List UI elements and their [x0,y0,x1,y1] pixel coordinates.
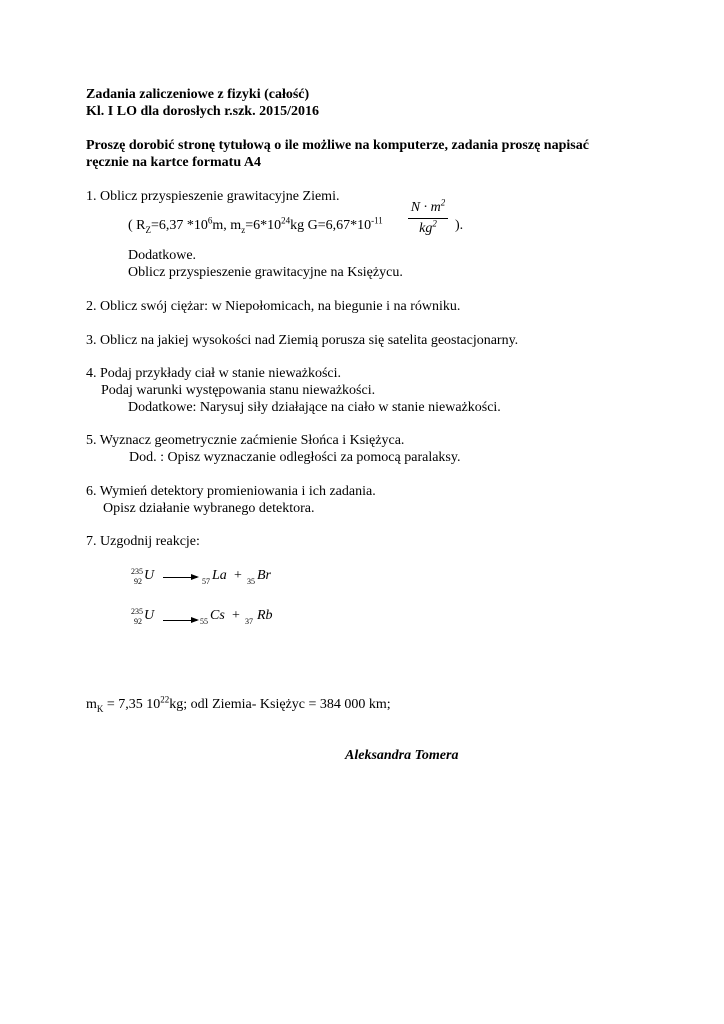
mz-value: =6*10 [245,218,282,233]
mk-exponent: 22 [160,694,170,705]
product-2-symbol: Rb [257,608,273,623]
uranium-mass-number: 235 [131,607,143,616]
plus-sign: + [232,608,240,623]
fraction-numerator: $N \cdot m^2$ [410,197,446,215]
instruction-line-1: Proszę dorobić stronę tytułową o ile możliwe na komputerze, zadania proszę napisać [86,138,589,153]
task-4-line-3: Dodatkowe: Narysuj siły działające na ciało w stanie nieważkości. [128,400,501,415]
distance-text: kg; odl Ziemia- Księżyc = 384 000 km; [169,697,391,712]
mk-symbol: m [86,697,97,712]
plus-sign: + [234,568,242,583]
mz-unit: kg G=6,67*10 [290,218,372,233]
product-1-symbol: Cs [210,608,225,623]
doc-subtitle: Kl. I LO dla dorosłych r.szk. 2015/2016 [86,104,319,119]
fraction-bar [408,218,448,219]
mk-value: = 7,35 10 [103,697,161,712]
reaction-arrow-icon [163,577,197,578]
product-1-atomic-number: 57 [202,577,210,586]
uranium-symbol: U [144,608,155,623]
task-4: 4. Podaj przykłady ciał w stanie nieważkości. [86,366,342,381]
task-7: 7. Uzgodnij reakcje: [86,534,200,549]
mz-subscript: z [241,224,246,235]
author-signature: Aleksandra Tomera [345,748,459,763]
rz-subscript: Z [145,224,151,235]
uranium-atomic-number: 92 [134,617,142,626]
uranium-mass-number: 235 [131,567,143,576]
reaction-arrow-icon [163,620,197,621]
uranium-symbol: U [144,568,155,583]
formula-open: ( R [128,218,146,233]
task-5-line-2: Dod. : Opisz wyznaczanie odległości za pomocą paralaksy. [129,450,461,465]
rz-unit: m, m [212,218,242,233]
task-1: 1. Oblicz przyspieszenie grawitacyjne Ziemi. [86,189,340,204]
mk-subscript: K [96,703,104,714]
product-1-atomic-number: 55 [200,617,208,626]
product-1-symbol: La [212,568,227,583]
product-2-atomic-number: 35 [247,577,255,586]
task-1-extra-label: Dodatkowe. [128,248,197,263]
task-6-line-2: Opisz działanie wybranego detektora. [103,501,315,516]
constants-line [86,694,391,714]
formula-close: ). [455,218,464,233]
mz-exponent: 24 [281,215,291,226]
product-2-symbol: Br [257,568,271,583]
task-6: 6. Wymień detektory promieniowania i ich zadania. [86,484,376,499]
unit-fraction [408,197,448,237]
task-1-formula [128,215,383,235]
task-2: 2. Oblicz swój ciężar: w Niepołomicach, na biegunie i na równiku. [86,299,461,314]
task-3: 3. Oblicz na jakiej wysokości nad Ziemią porusza się satelita geostacjonarny. [86,333,519,348]
task-5: 5. Wyznacz geometrycznie zaćmienie Słońca i Księżyca. [86,433,405,448]
product-2-atomic-number: 37 [245,617,253,626]
rz-value: =6,37 *10 [151,218,208,233]
doc-title: Zadania zaliczeniowe z fizyki (całość) [86,87,310,102]
uranium-atomic-number: 92 [134,577,142,586]
g-exponent: -11 [371,215,383,226]
instruction-line-2: ręcznie na kartce formatu A4 [86,155,261,170]
task-1-extra-text: Oblicz przyspieszenie grawitacyjne na Księżycu. [128,265,403,280]
rz-exponent: 6 [207,215,213,226]
task-4-line-2: Podaj warunki występowania stanu nieważkości. [101,383,376,398]
fraction-denominator: $kg^2$ [419,218,437,236]
